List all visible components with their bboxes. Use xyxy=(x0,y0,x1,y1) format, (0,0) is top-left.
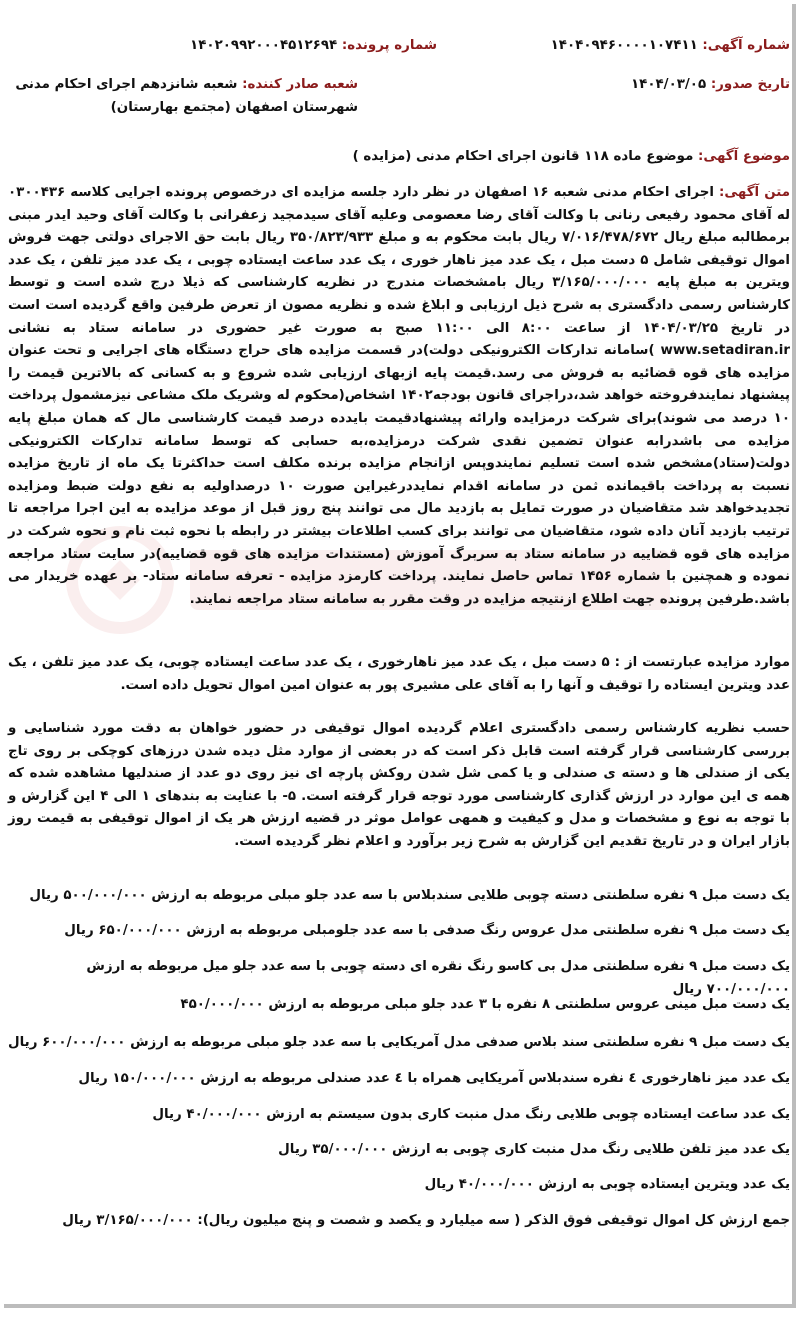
subject-value: موضوع ماده ۱۱۸ قانون اجرای احکام مدنی (مزایده ) xyxy=(352,149,694,164)
valuation-total: جمع ارزش کل اموال توقیفی فوق الذکر ( سه میلیارد و یکصد و شصت و پنج میلیون ریال): ۳/۱۶۵/۰۰۰/۰۰۰ ریال xyxy=(62,1213,790,1228)
ad-number-label: شماره آگهی: xyxy=(702,38,790,53)
auction-items-paragraph: موارد مزایده عبارتست از : ۵ دست مبل ، یک عدد میز ناهارخوری ، یک عدد ساعت ایستاده چوبی، یک عدد میز تلفن ، یک عدد ویترین ایستاده را توقیف و آنها را به آقای علی مشیری پور به عنوان امین اموال تحویل داده است. xyxy=(8,655,790,693)
ad-number-value: ۱۴۰۴۰۹۴۶۰۰۰۰۱۰۷۴۱۱ xyxy=(550,38,698,53)
announcement-page xyxy=(8,10,790,1300)
issue-date-label: تاریخ صدور: xyxy=(710,77,790,92)
case-number-label: شماره پرونده: xyxy=(341,38,437,53)
text-part-1: اجرای احکام مدنی شعبه ۱۶ اصفهان در نظر دارد جلسه مزایده ای درخصوص پرونده اجرایی کلاسه ۰۳۰۰۴۳۶ له آقای محمود رفیعی رنانی با وکالت آقای رضا معصومی وعلیه آقای سیدمجید زعفرانی با وکالت آقای وحید ایدر مبنی برمطالبه مبلغ ریال ۷/۰۱۶/۴۷۸/۶۷۲ ریال بابت محکوم به و مبلغ ۳۵۰/۸۲۳/۹۳۳ ریال بابت حق الاجرای دولتی جهت فروش اموال توقیفی شامل ۵ دست مبل ، یک عدد میز ناهار خوری ، یک عدد ساعت ایستاده چوبی ، یک عدد میز تلفن ، یک عدد ویترین به مبلغ پایه ۳/۱۶۵/۰۰۰/۰۰۰ ریال بامشخصات مندرج در نظریه کارشناسی که ذیلا درج شده است و توسط کارشناس رسمی دادگستری به شرح ذیل ارزیابی و ابلاغ شده و نظریه مصون از تعرض طرفین واقع گردیده است است در تاریخ ۱۴۰۴/۰۳/۲۵ از ساعت ۸:۰۰ الی ۱۱:۰۰ صبح به صورت غیر حضوری در سامانه ستاد به نشانی xyxy=(8,185,791,336)
ad-number-field xyxy=(551,35,790,58)
issue-date-value: ۱۴۰۴/۰۳/۰۵ xyxy=(630,77,707,92)
subject-label: موضوع آگهی: xyxy=(698,149,790,164)
valuation-item: یک عدد ساعت ایستاده چوبی طلایی رنگ مدل منبت کاری بدون سیستم به ارزش ۴۰/۰۰۰/۰۰۰ ریال xyxy=(152,1107,790,1122)
valuation-item: یک عدد میز ناهارخوری ٤ نفره سندبلاس آمریکایی همراه با ٤ عدد صندلی مربوطه به ارزش ۱۵۰/۰۰۰/۰۰۰ ریال xyxy=(78,1071,790,1086)
issuer-value: شعبه شانزدهم اجرای احکام مدنی شهرستان اصفهان (مجتمع بهارستان) xyxy=(15,77,358,115)
valuation-item: یک عدد میز تلفن طلایی رنگ مدل منبت کاری چوبی به ارزش ۳۵/۰۰۰/۰۰۰ ریال xyxy=(278,1142,790,1157)
valuation-item: یک دست مبل مینی عروس سلطنتی ۸ نفره با ۳ عدد جلو مبلی مربوطه به ارزش ۴۵۰/۰۰۰/۰۰۰ xyxy=(180,997,790,1012)
valuation-item: یک دست مبل ۹ نفره سلطنتی دسته چوبی طلایی سندبلاس با سه عدد جلو مبلی مربوطه به ارزش ۵۰۰/۰۰۰/۰۰۰ ریال xyxy=(29,888,790,903)
valuation-item: یک دست مبل ۹ نفره سلطنتی سند بلاس صدفی مدل آمریکایی با سه عدد جلو مبلی مربوطه به ارزش ۶۰۰/۰۰۰/۰۰۰ ریال xyxy=(8,1035,790,1050)
valuation-item: یک دست مبل ۹ نفره سلطنتی مدل بی کاسو رنگ نقره ای دسته چوبی با سه عدد جلو میل مربوطه به ارزش ۷۰۰/۰۰۰/۰۰۰ ریال xyxy=(86,959,790,997)
text-part-2: )سامانه تدارکات الکترونیکی دولت)در قسمت مزایده های حراج دستگاه های اجرایی و تحت عنوان مزایده های قوه قضائیه به فروش می رسد.قیمت پایه ازبهای ارزیابی شده شروع و به کسانی که بالاترین قیمت را پیشنهاد نمایندفروخته خواهد شد،دراجرای قانون بودجه۱۴۰۲ اشخاص(محکوم له وشریک ملک مشاعی نیزمشمول پرداخت ۱۰ درصد می شوند)برای شرکت درمزایده وارائه پیشنهادقیمت بایدده درصد قیمت کارشناسی مال که همان مبلغ پایه مزایده می باشدرابه عنوان تضمین نقدی شرکت درمزایده،به حسابی که توسط سامانه تدارکات الکترونیکی دولت(ستاد)مشخص شده است تسلیم نمایندوپس ازانجام مزایده برنده مکلف است حداکثرتا یک ماه از تاریخ مزایده نسبت به پرداخت باقیمانده ثمن در سامانه اقدام نمایددرغیراین صورت ۱۰ درصداولیه به نفع دولت ضبط ومزایده تجدیدخواهد شد متقاضیان در صورت تمایل به بازدید مال می توانند پنج روز قبل از موعد مزایده به این اجرا مراجعه تا ترتیب بازدید آنان داده شود، متقاضیان می توانند برای کسب اطلاعات بیشتر در رابطه با نحوه ثبت نام و نحوه شرکت در مزایده های قوه قضاییه در سامانه ستاد به سربرگ آموزش (مستندات مزایده های قوه قضاییه)در سایت ستاد مراجعه نموده و همچنین با شماره ۱۴۵۶ تماس حاصل نمایند. پرداخت کارمزد مزایده - تعرفه سامانه ستاد- بر عهده خریدار می باشد.طرفین پرونده جهت اطلاع ازنتیجه مزایده در وقت مقرر به سامانه ستاد مراجعه نمایند. xyxy=(8,343,790,607)
valuation-item: یک عدد ویترین ایستاده چوبی به ارزش ۴۰/۰۰۰/۰۰۰ ریال xyxy=(424,1177,790,1192)
valuation-item: یک دست مبل ۹ نفره سلطنتی مدل عروس رنگ صدفی با سه عدد جلومبلی مربوطه به ارزش ۶۵۰/۰۰۰/۰۰۰ ریال xyxy=(64,923,790,938)
expert-opinion-paragraph: حسب نظریه کارشناس رسمی دادگستری اعلام گردیده اموال توقیفی در حضور خواهان به دقت مورد شناسایی و بررسی کارشناسی قرار گرفته است قابل ذکر است که در بعضی از موارد مثل دیده شدن درزهای کوچکی بر روی تاج یکی از صندلی ها و دسته ی صندلی و یا کمی شل شدن روکش پارچه ای نیز روی دو عدد از صندلیها مشاهده شده که همه ی این موارد در ارزش گذاری کارشناسی مورد توجه قرار گرفته است. ۵- با عنایت به بندهای ۱ الی ۴ این گزارش و با توجه به نوع و مشخصات و مدل و کیفیت و همهی عوامل موثر در قضیه ارزش هر یک از اموال توقیفی به قیمت روز بازار ایران و در تاریخ تقدیم این گزارش به شرح زیر برآورد و اعلام نظر گردیده است. xyxy=(8,721,790,849)
issue-date-field xyxy=(631,74,790,97)
text-label: متن آگهی: xyxy=(719,185,790,200)
issuer-field xyxy=(8,74,358,119)
announcement-text xyxy=(8,182,790,611)
issuer-label: شعبه صادر کننده: xyxy=(242,77,358,92)
setad-website-link[interactable]: www.setadiran.ir xyxy=(660,343,790,359)
case-number-value: ۱۴۰۲۰۹۹۲۰۰۰۴۵۱۲۶۹۴ xyxy=(190,38,338,53)
case-number-field xyxy=(190,35,437,58)
subject-field xyxy=(353,146,790,169)
